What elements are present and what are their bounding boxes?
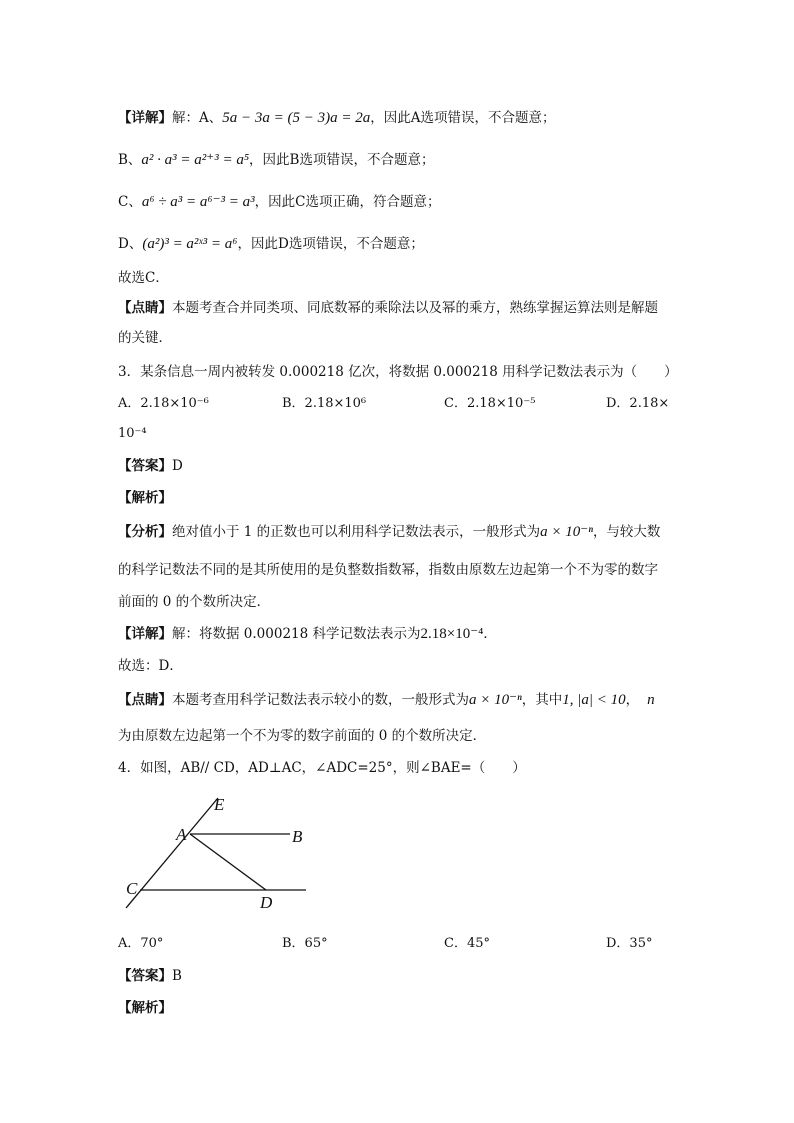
review-tag: 【点睛】 [118,692,172,708]
question-4: 4．如图，AB// CD，AD⊥AC，∠ADC=25°，则∠BAE=（ ） [118,760,526,776]
detail-conclusion: ，因此C选项正确，符合题意； [254,194,441,210]
math-expression: a × 10⁻ⁿ [469,692,522,708]
detail-tag: 【详解】 [118,626,172,642]
detail-text: 解：A、 [172,110,223,126]
detail-tag: 【详解】 [118,110,172,126]
answer-4 [118,966,182,986]
math-variable: n [647,692,655,708]
option-label: B、 [118,152,142,168]
analysis-subtag: 【分析】 [118,524,172,540]
answer-value: D [172,458,183,474]
detail-line-c [118,192,441,212]
math-expression: 1, |a| < 10 [562,692,626,708]
detail-line-a [118,108,555,128]
analysis-tag-4: 【解析】 [118,1000,172,1016]
choose-line: 故选C． [118,270,169,286]
math-expression: (a²)³ = a²ˣ³ = a⁶ [142,236,238,252]
math-expression: a⁶ ÷ a³ = a⁶⁻³ = a³ [141,194,255,210]
q4-option-a: A．70° [118,936,164,951]
detail-3 [118,624,497,644]
answer-tag: 【答案】 [118,968,172,984]
detail-conclusion: ，因此B选项错误，不合题意； [249,152,435,168]
q4-option-b: B．65° [282,936,328,951]
label-e: E [214,795,225,814]
review-3 [118,690,655,710]
math-expression: 5a − 3a = (5 − 3)a = 2a [222,110,371,126]
review-text: 本题考查合并同类项、同底数幂的乘除法以及幂的乘方，熟练掌握运算法则是解题 [172,300,658,316]
choose-3: 故选：D． [118,658,183,674]
option-label: D、 [118,236,143,252]
detail-line-b [118,150,434,170]
label-b: B [292,827,303,846]
detail-line-d [118,234,424,254]
analysis-text: 绝对值小于 1 的正数也可以利用科学记数法表示，一般形式为 [172,524,541,540]
label-d: D [260,893,273,912]
q3-option-a: A．2.18×10⁻⁶ [118,396,209,411]
line-ad [190,834,266,890]
review-3-line-2: 为由原数左边起第一个不为零的数字前面的 0 的个数所决定． [118,728,487,744]
label-c: C [126,879,138,898]
math-expression: a × 10⁻ⁿ [540,524,593,540]
q4-option-c: C．45° [444,936,490,951]
answer-tag: 【答案】 [118,458,172,474]
math-expression: 2.18×10⁻⁴ [420,626,484,642]
answer-3 [118,456,183,476]
math-expression: a² · a³ = a²⁺³ = a⁵ [141,152,250,168]
review-text: ， [625,692,640,708]
review-line [118,298,658,318]
detail-text: 解：将数据 0.000218 科学记数法表示为 [172,626,421,642]
question-3: 3．某条信息一周内被转发 0.000218 亿次，将数据 0.000218 用科学记数法表示为（ ） [118,364,678,380]
q4-option-d: D．35° [606,936,653,951]
analysis-tag: 【解析】 [118,490,172,506]
analysis-line-3: 前面的 0 的个数所决定． [118,594,271,610]
option-label: C、 [118,194,142,210]
analysis-text: ，与较大数 [592,524,661,540]
geometry-figure [118,790,318,920]
q3-option-b: B．2.18×10⁶ [282,396,367,411]
q3-option-d: D．2.18× [606,396,670,411]
review-line-2: 的关键． [118,330,172,346]
review-tag: 【点睛】 [118,300,172,316]
q3-option-d-continued: 10⁻⁴ [118,426,147,441]
line-ce [126,798,218,908]
q3-option-c: C．2.18×10⁻⁵ [444,396,536,411]
label-a: A [176,825,187,844]
analysis-line-1 [118,522,660,542]
analysis-line-2: 的科学记数法不同的是其所使用的是负整数指数幂，指数由原数左边起第一个不为零的数字 [118,562,658,578]
review-text: ，其中 [521,692,563,708]
answer-value: B [172,968,182,984]
detail-end: ． [483,626,497,642]
review-text: 本题考查用科学记数法表示较小的数，一般形式为 [172,692,469,708]
detail-conclusion: ，因此D选项错误，不合题意； [237,236,424,252]
detail-conclusion: ，因此A选项错误，不合题意； [370,110,556,126]
